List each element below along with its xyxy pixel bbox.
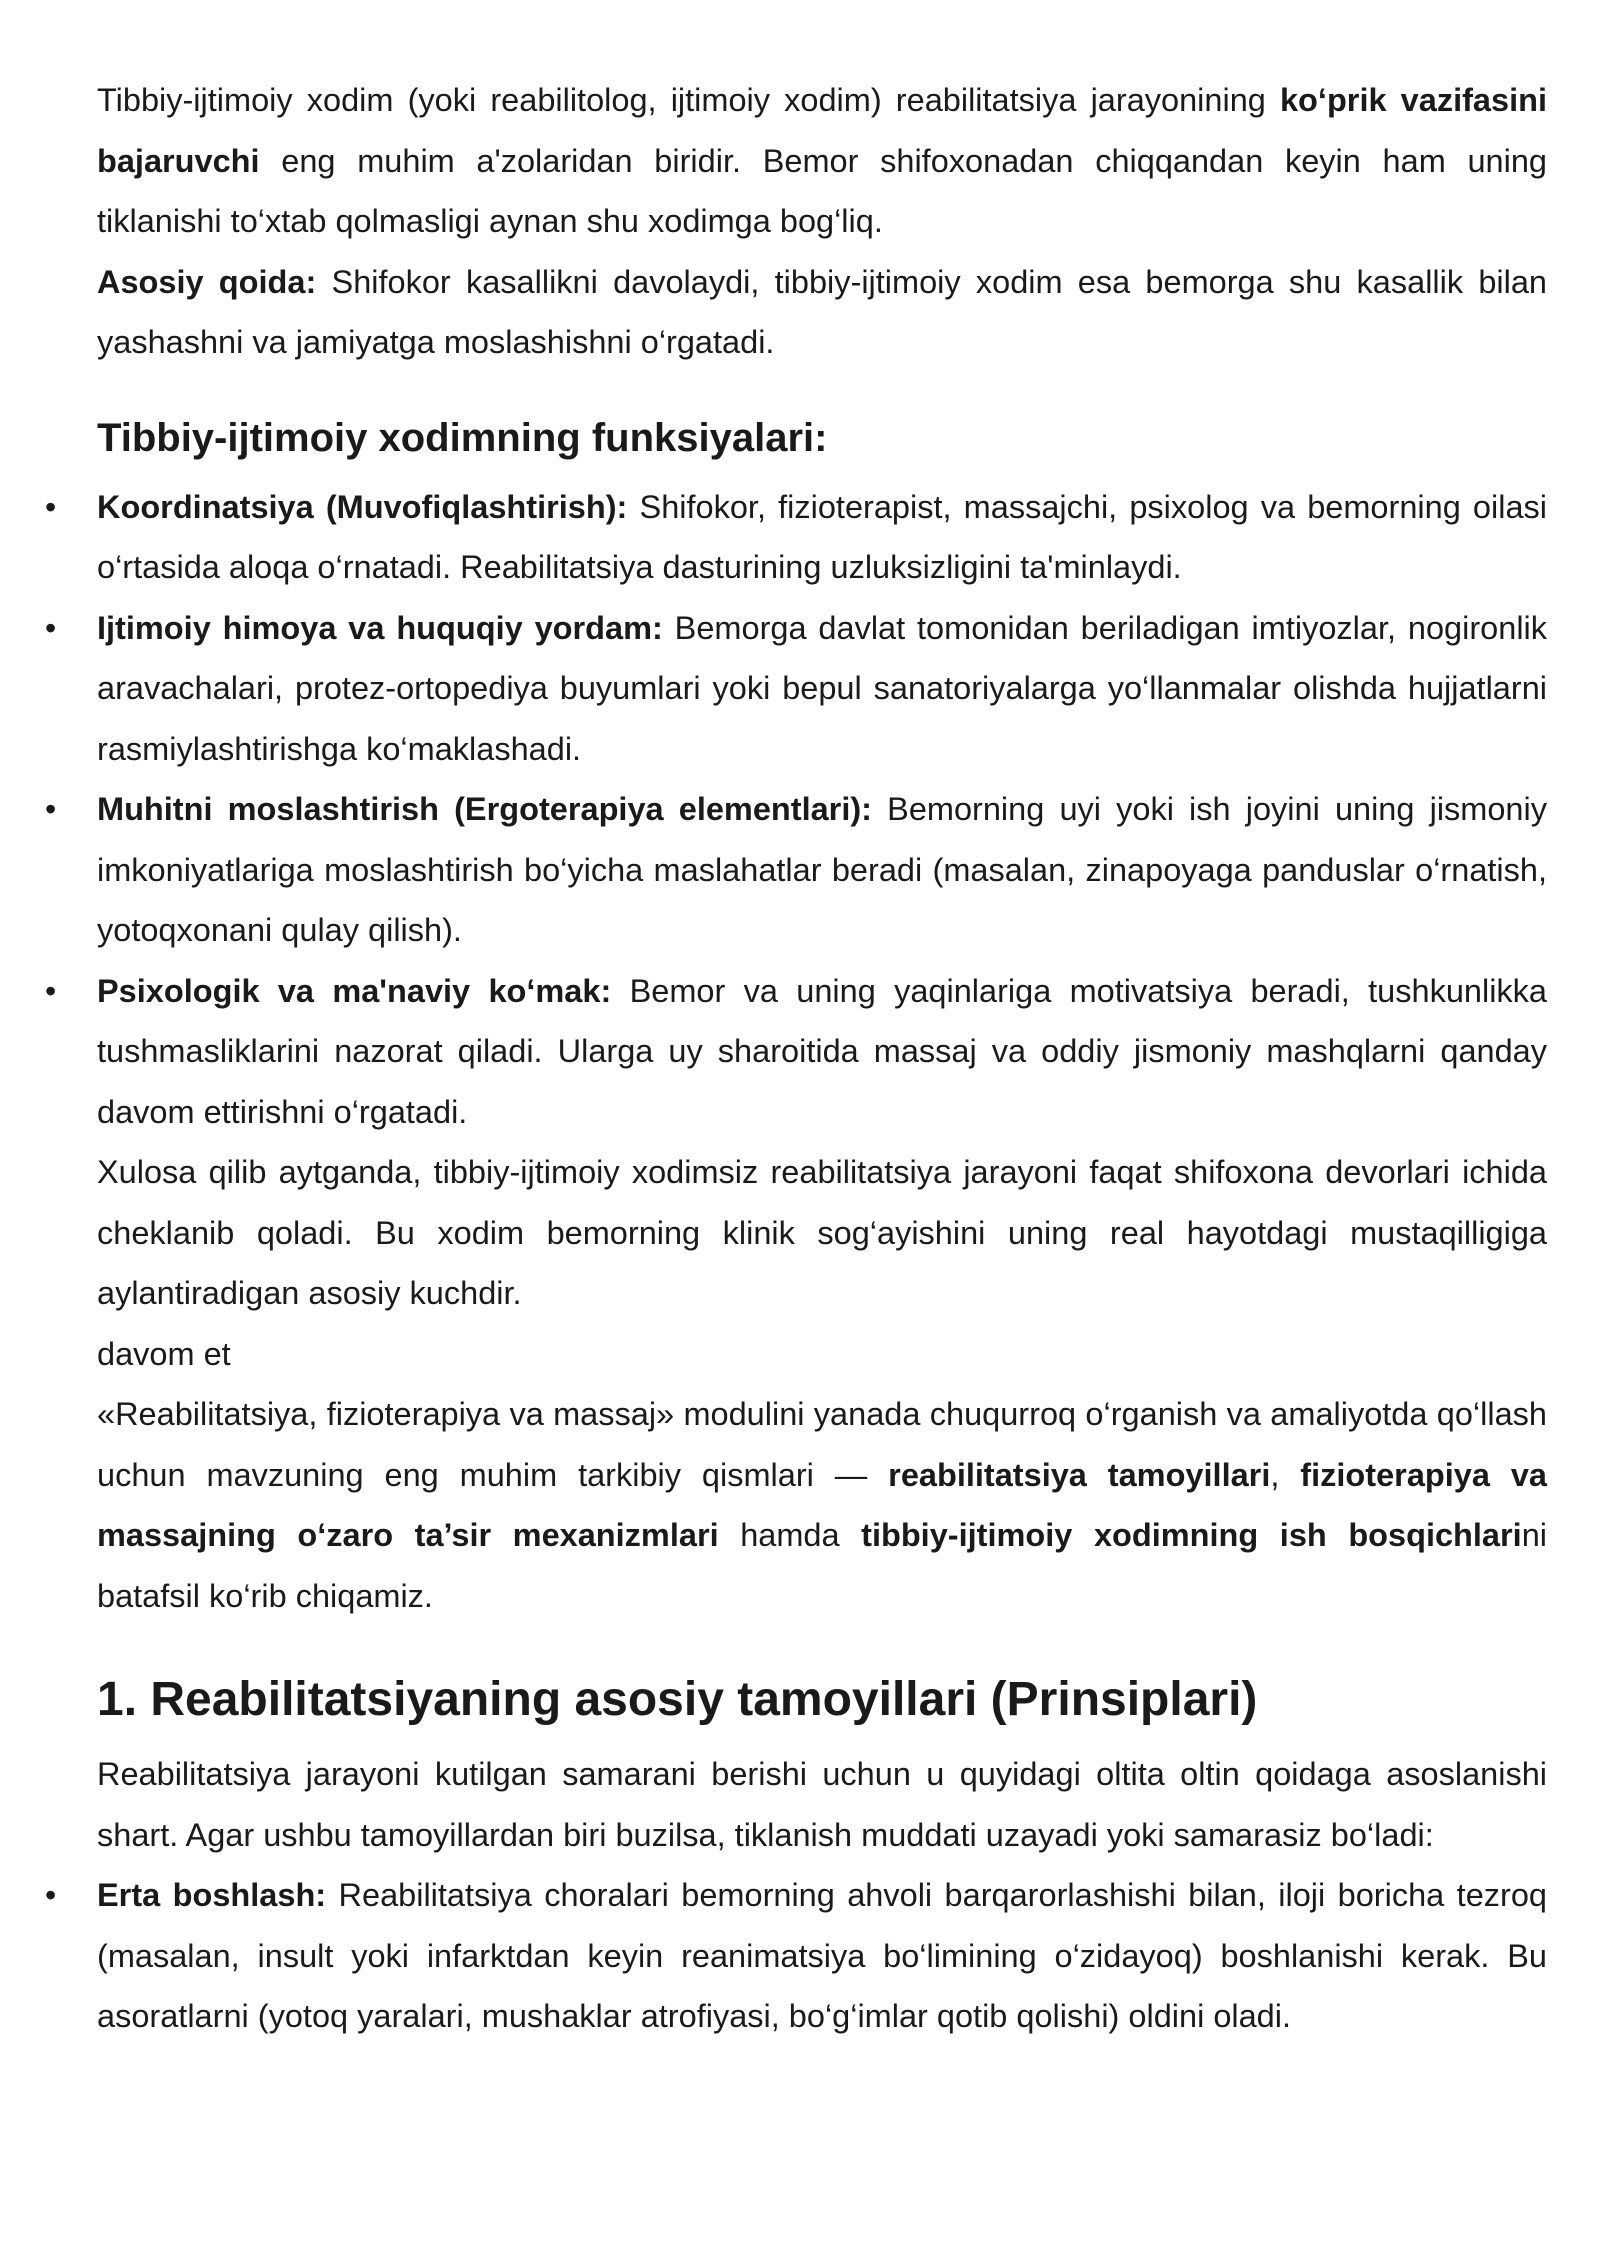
bold-run: tibbiy-ijtimoiy xodimning ish bosqichlari	[861, 1517, 1522, 1553]
item-text: Bemorga davlat tomonidan beriladigan imtiyozlar, nogironlik aravachalari, protez-ortopediya buyumlari yoki bepul sanatoriyalarga yo‘llanmalar olishda hujjatlarni rasmiylashtirishga ko‘maklashadi.	[97, 609, 1548, 767]
conclusion-paragraph: Xulosa qilib aytganda, tibbiy-ijtimoiy xodimsiz reabilitatsiya jarayoni faqat shifoxona devorlari ichida cheklanib qoladi. Bu xodim bemorning klinik sog‘ayishini uning real hayotdagi mustaqilligiga aylantiradigan asosiy kuchdir.	[97, 1154, 1547, 1311]
list-item	[45, 961, 1547, 1143]
section1-heading: 1. Reabilitatsiyaning asosiy tamoyillari (Prinsiplari)	[97, 1673, 1258, 1726]
item-text: Bemor va uning yaqinlariga motivatsiya beradi, tushkunlikka tushmasliklarini nazorat qiladi. Ularga uy sharoitida massaj va oddiy jismoniy mashqlarni qanday davom ettirishni o‘rgatadi.	[97, 972, 1547, 1130]
item-label: Ijtimoiy himoya va huquqiy yordam:	[97, 609, 663, 646]
main-rule-paragraph	[97, 252, 1547, 373]
item-label: Koordinatsiya (Muvofiqlashtirish):	[97, 488, 628, 525]
functions-list	[45, 477, 1548, 1143]
text-run: eng muhim a'zolaridan biridir. Bemor shifoxonadan chiqqandan keyin ham uning tiklanishi to‘xtab qolmasligi aynan shu xodimga bog‘liq.	[97, 142, 1547, 239]
text-run: ,	[1270, 1456, 1301, 1493]
bold-run: fizioterapiya va massajning o‘zaro ta’sir mexanizmlari	[97, 1456, 1547, 1553]
item-text: Bemorning uyi yoki ish joyini uning jismoniy imkoniyatlariga moslashtirish bo‘yicha maslahatlar beradi (masalan, zinapoyaga panduslar o‘rnatish, yotoqxonani qulay qilish).	[97, 791, 1547, 948]
document-page	[45, 70, 1548, 2047]
bullet-icon: •	[45, 972, 57, 1009]
text-run: «Reabilitatsiya, fizioterapiya va massaj» modulini yanada chuqurroq o‘rganish va amaliyotda qo‘llash uchun mavzuning eng muhim tarkibiy qismlari —	[97, 1396, 1547, 1493]
module-paragraph	[97, 1384, 1547, 1626]
text-run: Tibbiy-ijtimoiy xodim (yoki reabilitolog, ijtimoiy xodim) reabilitatsiya jarayonining	[97, 82, 1280, 118]
bullet-icon: •	[45, 488, 57, 525]
bullet-icon: •	[45, 1877, 57, 1913]
section1-intro: Reabilitatsiya jarayoni kutilgan samarani berishi uchun u quyidagi oltita oltin qoidaga asoslanishi shart. Agar ushbu tamoyillardan biri buzilsa, tiklanish muddati uzayadi yoki samarasiz bo‘ladi:	[97, 1756, 1547, 1853]
text-run: ni batafsil ko‘rib chiqamiz.	[97, 1517, 1547, 1614]
intro-paragraph	[97, 70, 1547, 252]
list-item	[45, 779, 1547, 961]
principles-list	[45, 1865, 1547, 2047]
bold-run: ko‘prik vazifasini bajaruvchi	[97, 82, 1547, 179]
text-run: Shifokor kasallikni davolaydi, tibbiy-ijtimoiy xodim esa bemorga shu kasallik bilan yashashni va jamiyatga moslashishni o‘rgatadi.	[97, 263, 1548, 360]
item-label: Muhitni moslashtirish (Ergoterapiya elementlari):	[97, 791, 872, 827]
list-item	[45, 477, 1547, 598]
item-text: Shifokor, fizioterapist, massajchi, psixolog va bemorning oilasi o‘rtasida aloqa o‘rnatadi. Reabilitatsiya dasturining uzluksizligini ta'minlaydi.	[97, 488, 1547, 585]
list-item	[45, 1865, 1547, 2047]
bold-run: reabilitatsiya tamoyillari	[888, 1456, 1271, 1493]
item-label: Erta boshlash:	[97, 1877, 327, 1913]
bullet-icon: •	[45, 609, 57, 646]
functions-heading: Tibbiy-ijtimoiy xodimning funksiyalari:	[97, 415, 828, 460]
bold-run: Asosiy qoida:	[97, 263, 317, 300]
bullet-icon: •	[45, 791, 57, 827]
text-run: hamda	[718, 1517, 862, 1553]
item-text: Reabilitatsiya choralari bemorning ahvoli barqarorlashishi bilan, iloji boricha tezroq (masalan, insult yoki infarktdan keyin reanimatsiya bo‘limining o‘zidayoq) boshlanishi kerak. Bu asoratlarni (yotoq yaralari, mushaklar atrofiyasi, bo‘g‘imlar qotib qolishi) oldini oladi.	[97, 1877, 1547, 2034]
list-item	[45, 598, 1548, 780]
item-label: Psixologik va ma'naviy ko‘mak:	[97, 972, 612, 1009]
continue-prompt: davom et	[97, 1335, 231, 1372]
